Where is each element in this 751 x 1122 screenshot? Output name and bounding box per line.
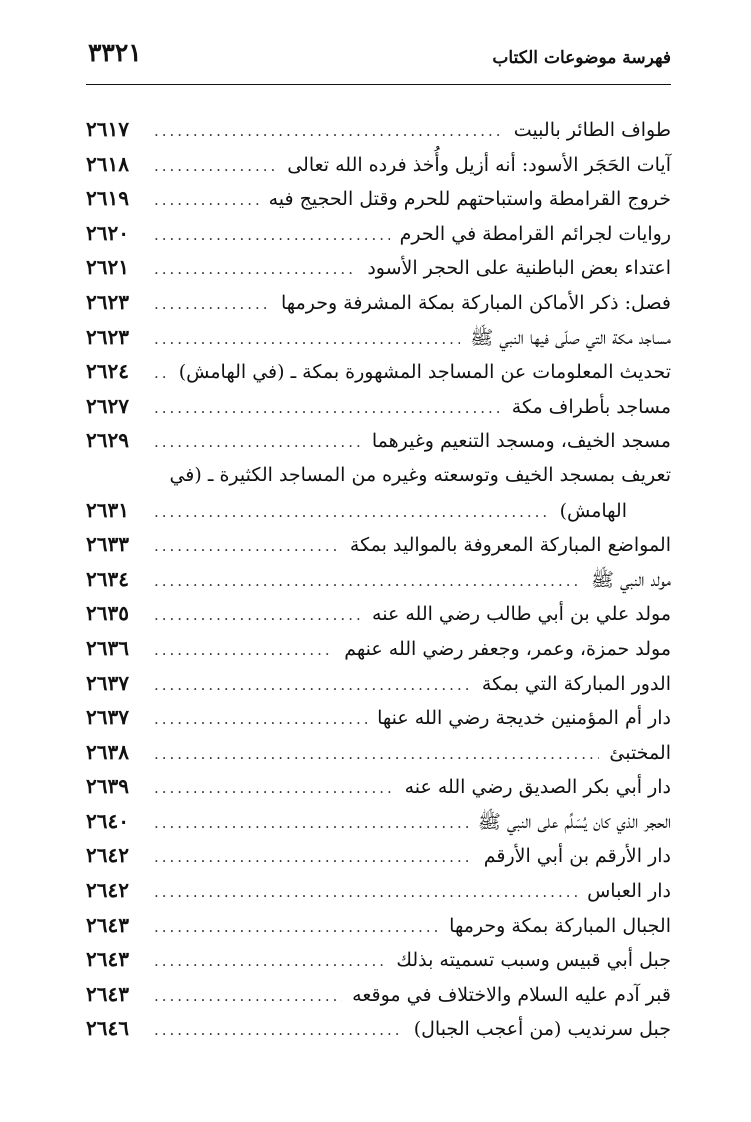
entry-page-number: ٢٦٤٦ [86, 1016, 129, 1041]
entry-title: دار أبي بكر الصديق رضي الله عنه [404, 776, 671, 799]
entry-page-number: ٢٦٤٢ [86, 843, 129, 868]
entry-title: روايات لجرائم القرامطة في الحرم [399, 222, 671, 245]
entry-title: طواف الطائر بالبيت [513, 119, 671, 141]
entry-page-number: ٢٦٢٣ [86, 324, 129, 349]
dot-leader [154, 391, 502, 425]
dot-leader [154, 702, 367, 736]
toc-entry [86, 873, 671, 908]
entry-title: دار العباس [587, 880, 671, 903]
entry-title: المختبئ [609, 741, 671, 764]
toc-entry [86, 908, 671, 943]
entry-title: آيات الحَجَر الأسود: أنه أزيل وأُخذ فرده الله تعالى [287, 153, 671, 176]
entry-title: جبل سرنديب (من أعجب الجبال) [413, 1018, 671, 1041]
toc-entry [86, 216, 671, 251]
entry-page-number: ٢٦١٨ [86, 151, 129, 176]
dot-leader [154, 183, 259, 217]
toc-entry [86, 942, 671, 977]
entry-title: جبل أبي قبيس وسبب تسميته بذلك [396, 949, 671, 972]
entry-page-number: ٢٦٣١ [86, 497, 129, 522]
dot-leader [154, 771, 395, 805]
running-title: فهرسة موضوعات الكتاب [492, 48, 671, 68]
dot-leader [154, 840, 474, 874]
entry-title: الدور المباركة التي بمكة [481, 672, 671, 695]
toc-entry [86, 458, 671, 493]
dot-leader [154, 668, 472, 702]
dot-leader [154, 495, 550, 529]
entry-page-number: ٢٦٢٧ [86, 393, 129, 418]
entry-page-number: ٢٦٤٣ [86, 912, 129, 937]
dot-leader [154, 356, 169, 390]
entry-title: قبر آدم عليه السلام والاختلاف في موقعه [352, 983, 671, 1006]
entry-page-number: ٢٦٢٣ [86, 289, 129, 314]
entry-page-number: ٢٦٣٤ [86, 566, 129, 591]
entry-title: مسجد الخيف، ومسجد التنعيم وغيرهما [371, 430, 671, 453]
toc-entry [86, 838, 671, 873]
entry-title: المواضع المباركة المعروفة بالمواليد بمكة [349, 534, 671, 557]
entry-page-number: ٢٦٤٠ [86, 808, 129, 833]
entry-page-number: ٢٦٤٣ [86, 981, 129, 1006]
toc-entry [86, 804, 671, 839]
dot-leader [154, 633, 334, 667]
dot-leader [154, 252, 357, 286]
entry-title: تعريف بمسجد الخيف وتوسعته وغيره من المساجد الكثيرة ـ (في [169, 463, 671, 486]
entry-title: مساجد بأطراف مكة [511, 395, 671, 418]
dot-leader [154, 114, 504, 148]
entry-title: دار أم المؤمنين خديجة رضي الله عنها [377, 707, 671, 730]
entry-page-number: ٢٦٤٢ [86, 878, 129, 903]
entry-page-number: ٢٦٣٣ [86, 532, 129, 557]
dot-leader [154, 425, 362, 459]
toc-entry [86, 320, 671, 355]
dot-leader [154, 322, 460, 356]
toc-entry [86, 285, 671, 320]
entry-page-number: ٢٦٤٣ [86, 947, 129, 972]
entry-title: تحديث المعلومات عن المساجد المشهورة بمكة ـ (في الهامش) [178, 361, 671, 384]
dot-leader [154, 944, 386, 978]
entry-title: الحجر الذي كان يُسَلِّم على النبي ﷺ [477, 810, 671, 833]
entry-title: مولد حمزة، وعمر، وجعفر رضي الله عنهم [344, 637, 671, 660]
dot-leader [154, 218, 390, 252]
dot-leader [154, 979, 342, 1013]
dot-leader [154, 1013, 404, 1047]
dot-leader [154, 806, 468, 840]
dot-leader [154, 875, 577, 909]
entry-page-number: ٢٦١٧ [86, 117, 129, 141]
entry-page-number: ٢٦٣٩ [86, 774, 129, 799]
entry-title: الجبال المباركة بمكة وحرمها [449, 914, 671, 937]
entry-page-number: ٢٦٣٦ [86, 635, 129, 660]
entry-page-number: ٢٦٢٤ [86, 359, 129, 384]
entry-title: فصل: ذكر الأماكن المباركة بمكة المشرفة وحرمها [281, 291, 671, 314]
entry-page-number: ٢٦١٩ [86, 186, 129, 211]
entry-page-number: ٢٦٢١ [86, 255, 129, 280]
page-header [88, 30, 671, 78]
entry-page-number: ٢٦٢٠ [86, 220, 129, 245]
entry-title: دار الأرقم بن أبي الأرقم [483, 845, 671, 868]
dot-leader [154, 598, 362, 632]
toc-entry [86, 389, 671, 424]
toc-entry [86, 631, 671, 666]
toc-entry [86, 527, 671, 562]
entry-page-number: ٢٦٢٩ [86, 428, 129, 453]
toc-entry [86, 112, 671, 147]
toc-entry [86, 562, 671, 597]
toc-entry [86, 423, 671, 458]
dot-leader [154, 737, 599, 771]
entry-title-continuation: الهامش) [559, 499, 627, 522]
table-of-contents [86, 112, 671, 1046]
entry-title: مساجد مكة التي صلّى فيها النبي ﷺ [470, 326, 671, 349]
header-divider [86, 84, 671, 85]
toc-entry [86, 666, 671, 701]
toc-entry [86, 354, 671, 389]
entry-page-number: ٢٦٣٥ [86, 601, 129, 626]
toc-entry [86, 147, 671, 182]
toc-entry [86, 596, 671, 631]
toc-entry [86, 735, 671, 770]
entry-title: خروج القرامطة واستباحتهم للحرم وقتل الحجيج فيه [268, 188, 671, 211]
toc-entry [86, 700, 671, 735]
entry-page-number: ٢٦٣٧ [86, 670, 129, 695]
entry-page-number: ٢٦٣٨ [86, 739, 129, 764]
toc-entry-continuation [86, 493, 671, 528]
entry-title: مولد النبي ﷺ [590, 568, 671, 591]
dot-leader [154, 529, 340, 563]
dot-leader [154, 149, 277, 183]
dot-leader [154, 287, 271, 321]
dot-leader [154, 564, 581, 598]
toc-entry [86, 250, 671, 285]
toc-entry [86, 977, 671, 1012]
toc-entry [86, 769, 671, 804]
toc-entry [86, 1011, 671, 1046]
dot-leader [154, 910, 439, 944]
entry-page-number: ٢٦٣٧ [86, 705, 129, 730]
toc-entry [86, 181, 671, 216]
entry-title: مولد علي بن أبي طالب رضي الله عنه [372, 603, 671, 626]
page-number: ٣٣٢١ [88, 38, 142, 67]
entry-title: اعتداء بعض الباطنية على الحجر الأسود [367, 257, 671, 280]
